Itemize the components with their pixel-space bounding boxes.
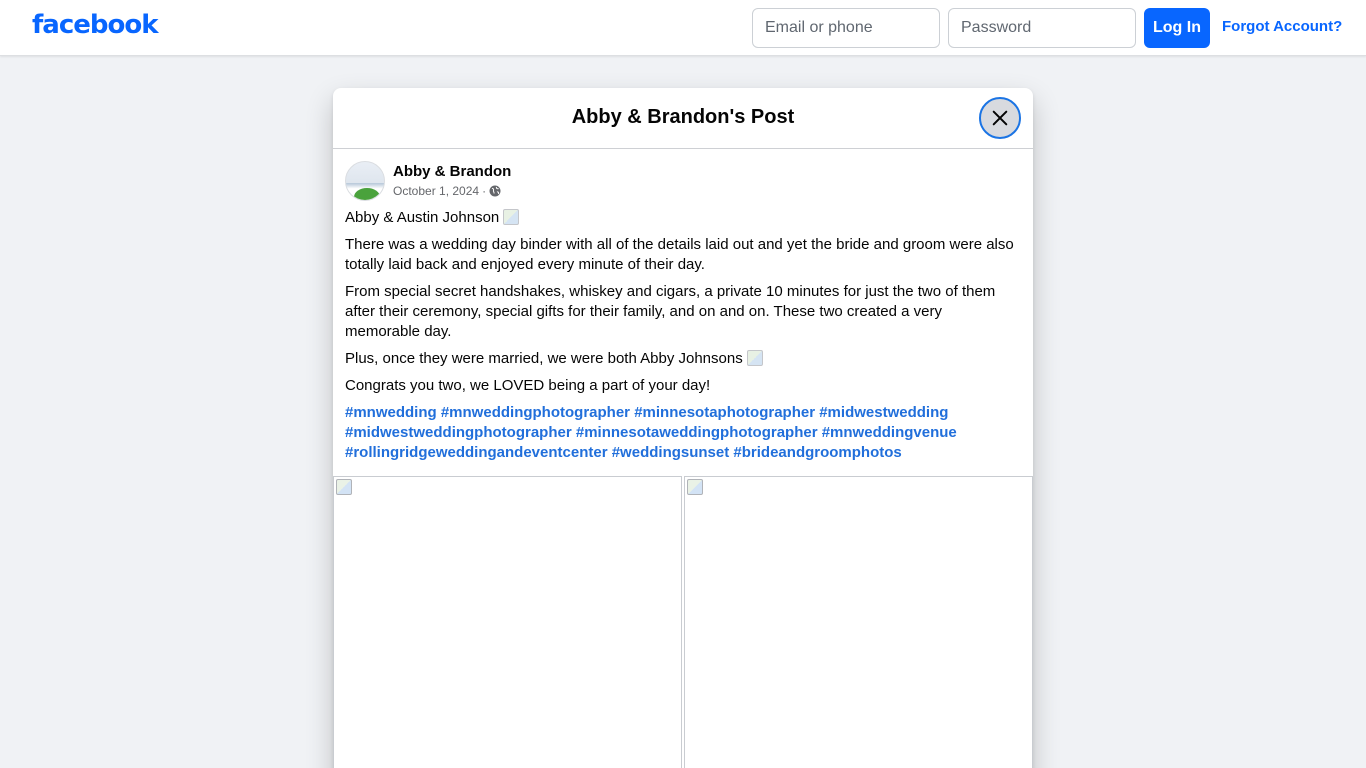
post-header [333, 149, 1033, 203]
login-button[interactable]: Log In [1144, 8, 1210, 48]
broken-image-icon [336, 479, 352, 495]
hashtag-link[interactable]: #minnesotaweddingphotographer [575, 424, 818, 441]
meta-separator: · [482, 184, 487, 198]
modal-header [333, 88, 1033, 149]
photo-grid [333, 476, 1033, 768]
hashtag-link[interactable]: #mnweddingphotographer [440, 404, 631, 421]
broken-image-icon [747, 350, 763, 366]
hashtag-link[interactable]: #rollingridgeweddingandeventcenter [345, 444, 608, 461]
post-photo[interactable] [333, 476, 682, 768]
broken-image-icon [687, 479, 703, 495]
hashtag-link[interactable]: #midwestweddingphotographer [345, 424, 572, 441]
post-body [333, 203, 1033, 463]
post-photo[interactable] [684, 476, 1033, 768]
hashtag-list [345, 403, 1021, 463]
post-paragraph: From special secret handshakes, whiskey and cigars, a private 10 minutes for just the two of them after their ceremony, special gifts for their family, and on and on. These two created a very memorable day. [345, 283, 996, 340]
top-bar [0, 0, 1366, 56]
post-author[interactable]: Abby & Brandon [393, 163, 512, 180]
post-meta [393, 184, 501, 198]
hashtag-link[interactable]: #mnweddingvenue [821, 424, 957, 441]
post-paragraph: Congrats you two, we LOVED being a part of your day! [345, 377, 711, 394]
hashtag-link[interactable]: #minnesotaphotographer [634, 404, 816, 421]
post-date[interactable]: October 1, 2024 [393, 184, 480, 198]
close-icon [991, 109, 1009, 127]
hashtag-link[interactable]: #weddingsunset [611, 444, 730, 461]
forgot-account-link[interactable]: Forgot Account? [1222, 18, 1343, 35]
post-paragraph: There was a wedding day binder with all of the details laid out and yet the bride and groom were also totally laid back and enjoyed every minute of their day. [345, 236, 1014, 273]
globe-icon [489, 185, 501, 197]
email-input[interactable] [752, 8, 940, 48]
close-button[interactable] [979, 97, 1021, 139]
post-paragraph: Abby & Austin Johnson [345, 208, 1021, 228]
hashtag-link[interactable]: #midwestwedding [819, 404, 949, 421]
hashtag-link[interactable]: #mnwedding [345, 404, 437, 421]
avatar[interactable] [345, 161, 385, 201]
post-modal [333, 88, 1033, 768]
hashtag-link[interactable]: #brideandgroomphotos [733, 444, 902, 461]
facebook-logo[interactable]: facebook [32, 10, 158, 40]
password-input[interactable] [948, 8, 1136, 48]
modal-title: Abby & Brandon's Post [571, 106, 795, 128]
post-paragraph: Plus, once they were married, we were both Abby Johnsons [345, 349, 1021, 369]
broken-image-icon [503, 209, 519, 225]
